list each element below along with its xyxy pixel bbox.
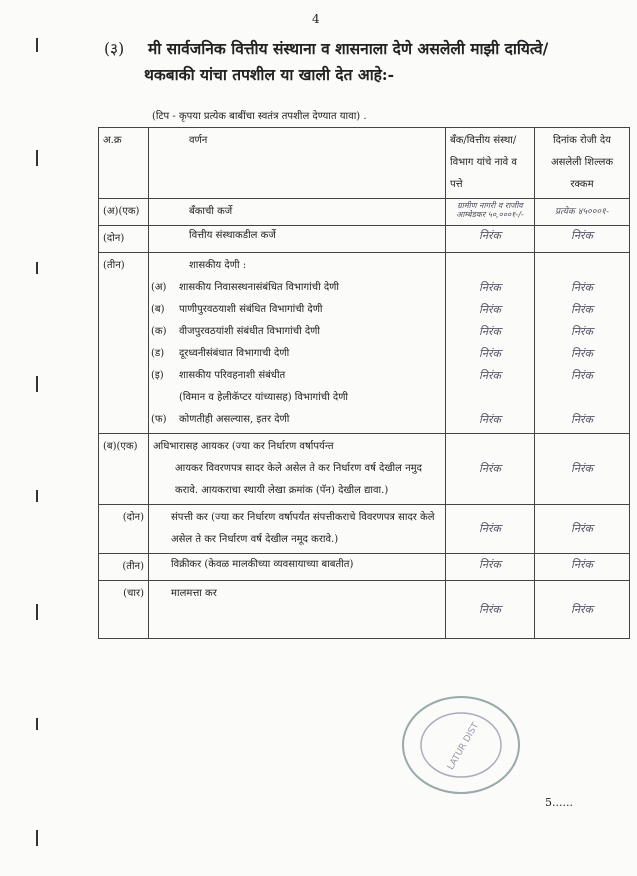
government-dues [149,253,446,434]
margin-mark [36,262,38,274]
description-continued: आयकर विवरणपत्र सादर केले असेल ते कर निर्धारण वर्ष देखील नमुद करावे. आयकराचा स्थायी लेखा क्रमांक (पॅन) देखील द्यावा.) [175,463,422,496]
bank-column [446,253,535,434]
table-row [99,434,630,505]
sub-label: (ब) [151,304,165,315]
description: मालमत्ता कर [149,581,446,639]
description: शासकीय देणी : [189,260,247,271]
description: विक्रीकर (केवळ मालकीच्या व्यवसायाच्या बाबतीत) [149,554,446,581]
bank-handwritten: निरंक [479,281,501,294]
bank-handwritten: निरंक [479,325,501,338]
amount-handwritten: निरंक [535,505,630,554]
description: अधिभारासह आयकर (ज्या कर निर्धारण वर्षापर्यन्त [153,441,334,452]
table-row [99,226,630,253]
description: बँकाची कर्जे [149,199,446,226]
amount-handwritten: निरंक [571,325,593,338]
description: कोणतीही असल्यास, इतर देणी [179,414,290,425]
income-tax-description [149,434,446,505]
bank-handwritten: निरंक [446,581,535,639]
amount-handwritten: निरंक [535,434,630,505]
bank-handwritten: निरंक [479,413,501,426]
description: शासकीय निवासस्थनासंबंधित विभागांची देणी [179,282,339,293]
next-page-indicator: 5...... [545,796,573,809]
margin-mark [36,604,38,620]
margin-mark [36,376,38,392]
description: पाणीपुरवठयाशी संबंधित विभागांची देणी [179,304,323,315]
header-amount: दिनांक रोजी देय असलेली शिल्लक रक्कम [535,128,630,199]
header-serial: अ.क्र [99,128,149,199]
margin-mark [36,150,38,166]
amount-handwritten: निरंक [535,226,630,253]
description: शासकीय परिवहनाशी संबंधीत [179,370,286,381]
section-number: (३) [104,40,125,58]
description: वीजपुरवठयांशी संबंधीत विभागांची देणी [179,326,320,337]
svg-text:LATUR DIST: LATUR DIST [446,721,482,772]
header-bank: बँक/वित्तीय संस्था/ विभाग यांचे नावे व पत्ते [446,128,535,199]
sub-label: (क) [151,326,167,337]
bank-handwritten: निरंक [479,369,501,382]
table-row [99,253,630,434]
bank-handwritten: निरंक [446,505,535,554]
bank-handwritten: निरंक [446,434,535,505]
amount-handwritten: प्रत्येक ४५०००१- [535,199,630,226]
notary-stamp [396,690,526,800]
description-continued: (विमान व हेलीकॅप्टर यांच्यासह) विभागांची देणी [179,392,349,403]
liabilities-table [98,127,630,639]
sub-label: (इ) [151,370,164,381]
serial: (तीन) [99,554,149,581]
serial: (दोन) [99,226,149,253]
table-row [99,199,630,226]
description: दूरध्वनीसंबंधात विभागाची देणी [179,348,290,359]
bank-handwritten: ग्रामीण नागरी व राजीव आम्बेडकर ५०,०००१-/- [446,199,535,226]
amount-column [535,253,630,434]
amount-handwritten: निरंक [571,347,593,360]
bank-handwritten: निरंक [446,226,535,253]
table-row [99,554,630,581]
amount-handwritten: निरंक [535,554,630,581]
serial: (ब)(एक) [99,434,149,505]
sub-label: (ड) [151,348,165,359]
serial: (चार) [99,581,149,639]
bank-handwritten: निरंक [479,303,501,316]
serial: (अ)(एक) [99,199,149,226]
margin-mark [36,830,38,846]
amount-handwritten: निरंक [535,581,630,639]
header-description: वर्णन [149,128,446,199]
margin-mark [36,718,38,730]
sub-label: (फ) [151,414,167,425]
amount-handwritten: निरंक [571,413,593,426]
note: (टिप - कृपया प्रत्येक बाबींचा स्वतंत्र तपशील देण्यात यावा) . [152,111,367,122]
serial: (तीन) [99,253,149,434]
bank-handwritten: निरंक [446,554,535,581]
sub-label: (अ) [151,282,167,293]
margin-mark [36,490,38,502]
margin-mark [36,38,38,52]
serial: (दोन) [99,505,149,554]
table-row [99,581,630,639]
description: संपत्ती कर (ज्या कर निर्धारण वर्षापर्यंत संपत्तीकराचे विवरणपत्र सादर केले असेल ते कर निर्धारण वर्ष देखील नमूद करावे.) [149,505,446,554]
amount-handwritten: निरंक [571,369,593,382]
amount-handwritten: निरंक [571,303,593,316]
heading-line-1: मी सार्वजनिक वित्तीय संस्थाना व शासनाला देणे असलेली माझी दायित्वे/ [148,39,549,58]
description: वित्तीय संस्थाकडील कर्जे [149,226,446,253]
table-row [99,505,630,554]
heading-line-2: थकबाकी यांचा तपशील या खाली देत आहे:- [144,65,395,84]
bank-handwritten: निरंक [479,347,501,360]
table-header-row [99,128,630,199]
page-number: 4 [312,12,320,26]
amount-handwritten: निरंक [571,281,593,294]
